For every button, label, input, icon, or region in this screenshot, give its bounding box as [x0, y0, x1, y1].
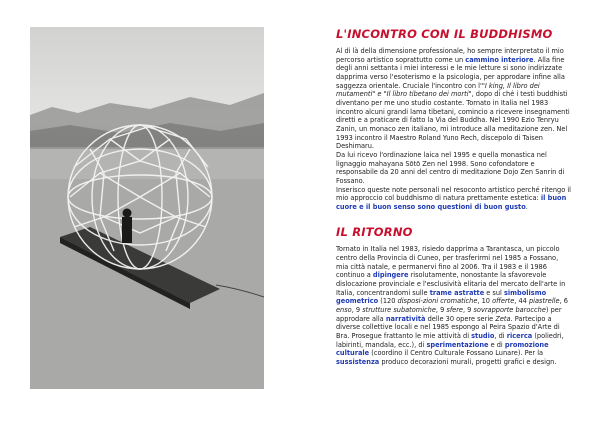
text-run: (coordino il Centro Culturale Fossano Lunare). Per la	[369, 349, 544, 358]
keyword: cammino interiore	[465, 55, 534, 64]
text-run: , dopo di ché i testi buddhisti diventano per me uno studio costante. Tornato in Italia nel 1983 incontro alcuni grandi lama tibetani, comincio a ricevere insegnamenti diretti e a praticare di fatto la Via del Buddha. Nel 1990 Ezio Tenryu Zanin, un monaco zen italiano, mi introduce alla meditazione zen. Nel 1993 incontro il Maestro Roland Yuno Rech, discepolo di Taisen Deshimaru.	[336, 90, 570, 151]
paragraph	[336, 186, 572, 212]
keyword: dipingere	[372, 271, 409, 280]
text-run: .	[525, 202, 528, 211]
section-title: L'INCONTRO CON IL BUDDHISMO	[336, 27, 553, 41]
text-column	[336, 27, 572, 367]
text-run: (poliedri, labirinti, mandala, ecc.), di	[336, 332, 564, 349]
keyword: simbolismo geometrico	[336, 288, 547, 306]
geodesic-sphere-photo	[30, 27, 264, 389]
text-run: , di	[494, 332, 507, 341]
keyword: trame astratte	[429, 288, 485, 297]
text-run: ) per approdare alla	[336, 306, 562, 323]
text-run: (120	[378, 297, 398, 306]
keyword: promozione culturale	[336, 340, 549, 358]
keyword: narratività	[385, 314, 426, 323]
section-ritorno	[336, 225, 572, 366]
keyword: sussistenza	[336, 358, 380, 366]
paragraph	[336, 245, 572, 366]
text-run: delle 30 opere serie	[425, 314, 496, 323]
text-run: e di	[488, 340, 505, 349]
text-run: Al di là della dimensione professionale, ho sempre interpretato il mio percorso artistico soprattutto come un	[336, 47, 564, 64]
text-run: , 9	[435, 306, 447, 315]
keyword: sperimentazione	[426, 340, 489, 349]
keyword: studio	[471, 332, 495, 341]
section-body	[336, 245, 572, 366]
italic-term: Zeta	[495, 314, 511, 323]
italic-term: offerte	[492, 297, 515, 306]
keyword: ricerca	[506, 332, 533, 341]
text-run: , 44	[514, 297, 529, 306]
text-run: . Partecipo a diverse collettive locali e nel 1985 espongo al Peira Spazio d'Arte di Bra. Prosegue frattanto le mie attività di	[336, 314, 560, 341]
text-run: , 9	[351, 306, 363, 315]
italic-term: piastrelle	[528, 297, 560, 306]
text-run: Inserisco queste note personali nel resoconto artistico perché ritengo il mio approccio col buddhismo di natura prettamente estetica:	[336, 185, 571, 203]
text-run: , 10	[477, 297, 493, 306]
text-run: e sul	[484, 288, 504, 297]
keyword: il buon cuore e il buon senso sono questioni di buon gusto	[336, 194, 567, 211]
section-buddhismo	[336, 27, 572, 211]
section-title: IL RITORNO	[336, 225, 413, 240]
italic-term: sovrapporte barocche	[473, 306, 546, 315]
paragraph: Da lui ricevo l'ordinazione laica nel 1995 e quella monastica nel lignaggio mahayana Sōtō Zen nel 1998. Sono cofondatore e responsabile da 20 anni del centro di meditazione Dojo Zen Sanrin di Fossano.	[336, 150, 565, 185]
text-run: , 6	[559, 297, 568, 306]
italic-term: disposi-zioni cromatiche	[397, 297, 478, 306]
italic-term: strutture subatomiche	[362, 306, 436, 315]
text-run: . Alla fine degli anni settanta i miei interessi e le mie letture si sono indirizzate dapprima verso l'esoterismo e la psicologia, per approdare infine alla saggezza orientale. Cruciale l'incontro con l'	[336, 55, 565, 90]
italic-term: sfere	[446, 306, 463, 315]
text-run: risolutamente, nonostante la sfavorevole dislocazione provinciale e l'esclusività elitaria del mercato dell'arte in Italia, concentrandomi sulle	[336, 271, 566, 297]
paragraph	[336, 47, 572, 151]
book-titles: "I king, Il libro dei mutamenti" e "Il libro tibetano dei morti"	[336, 81, 540, 99]
text-run: , 9	[462, 306, 474, 315]
text-run: Tornato in Italia nel 1983, risiedo dapprima a Tarantasca, un piccolo centro della Provincia di Cuneo, per trasferirmi nel 1985 a Fossano, mia città natale, e permanervi fino al 2006. Tra il 1983 e il 1986 continuo a	[336, 245, 560, 280]
section-body	[336, 47, 572, 211]
italic-term: enso	[336, 306, 352, 315]
text-run: produco decorazioni murali, progetti grafici e design.	[379, 358, 557, 366]
